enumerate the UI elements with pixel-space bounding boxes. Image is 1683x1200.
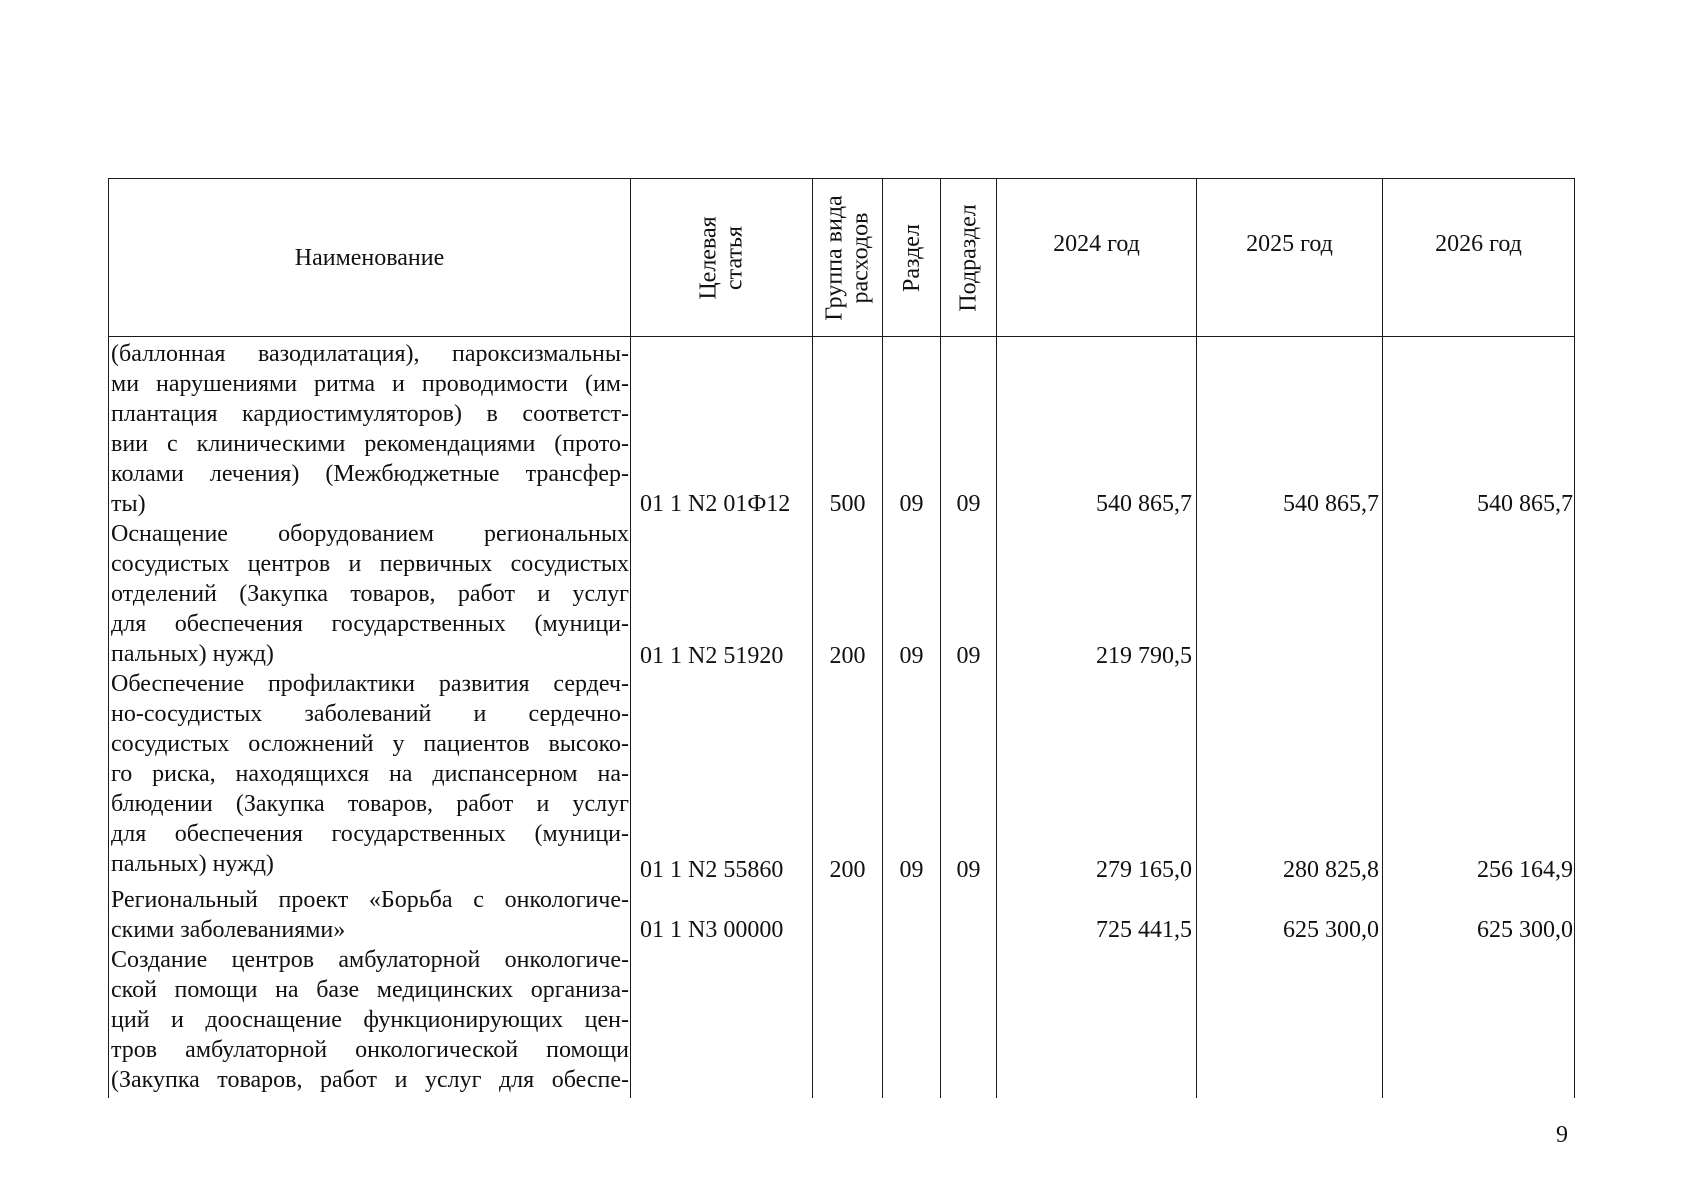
row-2-line-4: блюдении (Закупка товаров, работ и услуг — [111, 791, 629, 817]
header-name: Наименование — [294, 244, 445, 271]
row-0-line-1: ми нарушениями ритма и проводимости (им- — [111, 371, 629, 397]
row-0-2025: 540 865,7 — [1283, 491, 1379, 517]
header-2026: 2026 год — [1435, 231, 1522, 257]
row-0-2024: 540 865,7 — [1096, 491, 1192, 517]
row-1-subsection: 09 — [956, 643, 981, 669]
row-1-section: 09 — [899, 643, 924, 669]
row-2-line-0: Обеспечение профилактики развития сердеч- — [111, 671, 629, 697]
row-2-section: 09 — [899, 857, 924, 883]
row-2-2025: 280 825,8 — [1283, 857, 1379, 883]
row-0-group: 500 — [829, 491, 866, 517]
row-1-line-4: пальных) нужд) — [111, 641, 274, 667]
col-line-2026 — [1382, 178, 1383, 1098]
row-2-target: 01 1 N2 55860 — [640, 857, 784, 883]
row-name-1 — [111, 519, 629, 669]
row-2-group: 200 — [829, 857, 866, 883]
header-group-line1: Группа вида — [821, 194, 848, 321]
row-2-2024: 279 165,0 — [1096, 857, 1192, 883]
header-group — [813, 179, 882, 336]
header-section: Раздел — [898, 223, 925, 292]
row-1-group: 200 — [829, 643, 866, 669]
row-0-line-0: (баллонная вазодилатация), пароксизмальны- — [111, 341, 629, 367]
header-group-line2: расходов — [847, 212, 874, 303]
row-0-target: 01 1 N2 01Ф12 — [640, 491, 791, 517]
row-name-4 — [111, 945, 629, 1095]
header-bottom-border — [108, 336, 1575, 337]
row-0-line-2: плантация кардиостимуляторов) в соответст- — [111, 401, 629, 427]
row-2-line-2: сосудистых осложнений у пациентов высоко- — [111, 731, 629, 757]
row-2-line-1: но-сосудистых заболеваний и сердечно- — [111, 701, 629, 727]
row-3-2024: 725 441,5 — [1096, 917, 1192, 943]
row-3-line-0: Региональный проект «Борьба с онкологиче- — [111, 887, 629, 913]
row-3-target: 01 1 N3 00000 — [640, 917, 784, 943]
row-0-section: 09 — [899, 491, 924, 517]
header-target-line2: статья — [721, 225, 748, 290]
row-3-line-1: скими заболеваниями» — [111, 917, 346, 943]
header-target — [631, 179, 812, 336]
row-2-line-6: пальных) нужд) — [111, 851, 274, 877]
row-0-line-4: колами лечения) (Межбюджетные трансфер- — [111, 461, 629, 487]
row-2-line-5: для обеспечения государственных (муници- — [111, 821, 629, 847]
row-3-2025: 625 300,0 — [1283, 917, 1379, 943]
row-1-line-0: Оснащение оборудованием региональных — [111, 521, 629, 547]
col-line-2024 — [996, 178, 997, 1098]
row-4-line-4: (Закупка товаров, работ и услуг для обеспе- — [111, 1067, 629, 1093]
row-0-line-5: ты) — [111, 491, 146, 517]
row-1-2024: 219 790,5 — [1096, 643, 1192, 669]
row-4-line-1: ской помощи на базе медицинских организа- — [111, 977, 629, 1003]
row-0-2026: 540 865,7 — [1477, 491, 1573, 517]
row-0-line-3: вии с клиническими рекомендациями (прото- — [111, 431, 629, 457]
row-4-line-2: ций и дооснащение функционирующих цен- — [111, 1007, 629, 1033]
row-name-0 — [111, 339, 629, 519]
row-3-2026: 625 300,0 — [1477, 917, 1573, 943]
row-4-line-0: Создание центров амбулаторной онкологиче- — [111, 947, 629, 973]
header-target-line1: Целевая — [695, 215, 722, 300]
row-4-line-3: тров амбулаторной онкологической помощи — [111, 1037, 629, 1063]
row-name-2 — [111, 669, 629, 879]
row-2-subsection: 09 — [956, 857, 981, 883]
header-2025: 2025 год — [1246, 231, 1333, 257]
row-1-target: 01 1 N2 51920 — [640, 643, 784, 669]
header-subsection: Подраздел — [955, 203, 982, 312]
row-1-line-2: отделений (Закупка товаров, работ и услуг — [111, 581, 629, 607]
col-line-2025 — [1196, 178, 1197, 1098]
row-name-3 — [111, 885, 629, 945]
row-1-line-1: сосудистых центров и первичных сосудистых — [111, 551, 629, 577]
row-2-line-3: го риска, находящихся на диспансерном на- — [111, 761, 629, 787]
header-2024: 2024 год — [1053, 231, 1140, 257]
row-0-subsection: 09 — [956, 491, 981, 517]
page-number: 9 — [1556, 1122, 1568, 1148]
row-1-line-3: для обеспечения государственных (муници- — [111, 611, 629, 637]
col-line-right — [1574, 178, 1575, 1098]
row-2-2026: 256 164,9 — [1477, 857, 1573, 883]
